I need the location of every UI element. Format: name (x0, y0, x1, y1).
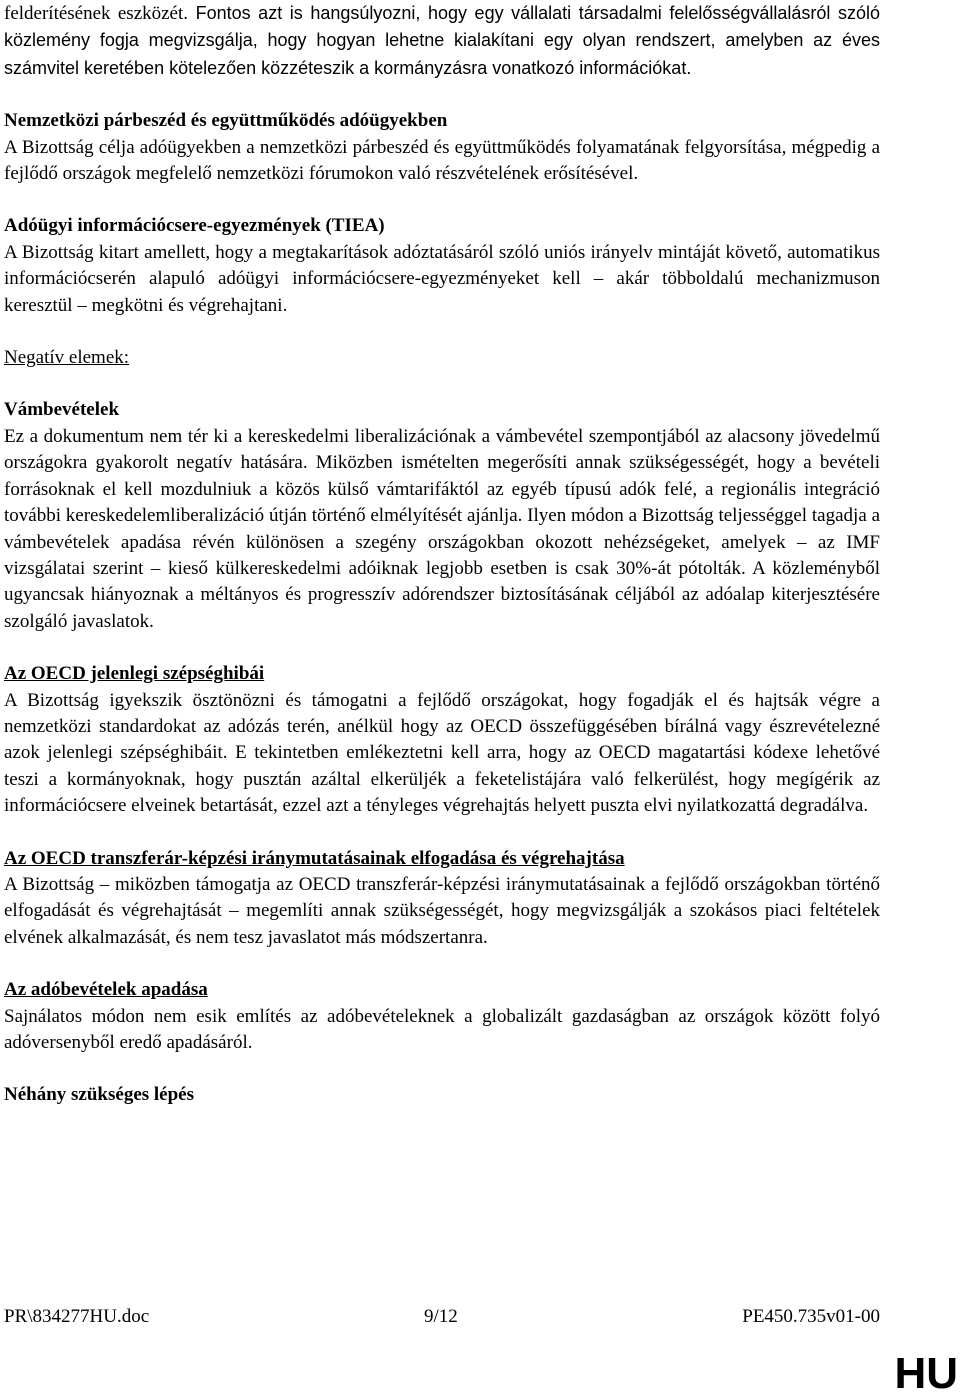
section-heading-customs-revenue: Vámbevételek (4, 399, 120, 421)
footer-document-reference: PR\834277HU.doc (4, 1306, 150, 1327)
section-body-tax-revenue-decline: Sajnálatos módon nem esik említés az adóbevételeknek a globalizált gazdaságban az országok között folyó adóversenyből eredő apadásáról. (4, 1005, 880, 1053)
footer-page-number: 9/12 (424, 1306, 458, 1327)
section-heading-international-dialogue: Nemzetközi párbeszéd és együttműködés adóügyekben (4, 110, 448, 132)
intro-paragraph (4, 0, 880, 82)
section-heading-oecd-transfer-pricing: Az OECD transzferár-képzési iránymutatásainak elfogadása és végrehajtása (4, 847, 625, 869)
document-page (4, 0, 880, 1109)
section-heading-tax-revenue-decline: Az adóbevételek apadása (4, 979, 208, 1001)
section-body-international-dialogue: A Bizottság célja adóügyekben a nemzetközi párbeszéd és együttműködés folyamatának felgyorsítása, mégpedig a fejlődő országok megfelelő nemzetközi fórumokon való részvételének erősítésével. (4, 136, 880, 185)
subheading-negative-elements: Negatív elemek: (4, 347, 130, 369)
intro-text-sans: Fontos azt is hangsúlyozni, hogy egy vállalati társadalmi felelősségvállalásról szóló közlemény fogja megvizsgálja, hogy hogyan lehetne kialakítani egy olyan rendszert, amelyben az éves számvitel keretében kötelezően közzéteszik a kormányzásra vonatkozó információkat. (4, 3, 880, 78)
section-heading-tiea: Adóügyi információcsere-egyezmények (TIEA) (4, 215, 385, 237)
footer-pe-number: PE450.735v01-00 (742, 1306, 880, 1327)
intro-text-serif: felderítésének eszközét. (4, 3, 189, 24)
page-footer (4, 1306, 880, 1330)
language-tag: HU (894, 1349, 958, 1398)
section-heading-oecd-flaws: Az OECD jelenlegi szépséghibái (4, 663, 265, 685)
section-body-tiea: A Bizottság kitart amellett, hogy a megtakarítások adóztatásáról szóló uniós irányelv mintáját követő, automatikus információcserén alapuló adóügyi információcsere-egyezményeket kell – akár többoldalú mechanizmuson keresztül – megkötni és végrehajtani. (4, 241, 880, 316)
section-body-oecd-flaws: A Bizottság igyekszik ösztönözni és támogatni a fejlődő országokat, hogy fogadják el és hajtsák végre a nemzetközi standardokat az adózás terén, anélkül hogy az OECD összefüggésében bírálná vagy észrevételezné azok jelenlegi szépséghibáit. E tekintetben emlékeztetni kell arra, hogy az OECD magatartási kódexe lehetővé teszi a kormányoknak, hogy pusztán azáltal elkerüljék a feketelistájára való felkerülést, hogy megígérik az információcsere elveinek betartását, ezzel azt a tényleges végrehajtás helyett puszta elvi nyilatkozattá degradálva. (4, 689, 880, 817)
section-body-customs-revenue: Ez a dokumentum nem tér ki a kereskedelmi liberalizációnak a vámbevétel szempontjából az alacsony jövedelmű országokra gyakorolt negatív hatására. Miközben ismételten megerősíti annak szükségességét, hogy a bevételi forrásoknak el kell mozdulniuk a közös külső vámtarifáktól az egyéb típusú adók felé, a regionális integráció további kereskedelemliberalizáció útján történő elmélyítését ajánlja. Ilyen módon a Bizottság teljességgel tagadja a vámbevételek apadása révén különösen a szegény országokban okozott nehézségeket, amelyek – az IMF vizsgálatai szerint – kieső külkereskedelmi adóiknak legjobb esetben is csak 30%-át pótolták. A közleményből ugyancsak hiányoznak a méltányos és progresszív adórendszer biztosításának céljából az adóalap kiterjesztésére szolgáló javaslatok. (4, 425, 880, 632)
section-heading-necessary-steps: Néhány szükséges lépés (4, 1084, 195, 1106)
section-body-oecd-transfer-pricing: A Bizottság – miközben támogatja az OECD transzferár-képzési iránymutatásainak a fejlődő országokban történő elfogadását és végrehajtását – megemlíti annak szükségességét, hogy megvizsgálják a szokásos piaci feltételek elvének alkalmazását, és nem tesz javaslatot más módszertanra. (4, 873, 880, 948)
